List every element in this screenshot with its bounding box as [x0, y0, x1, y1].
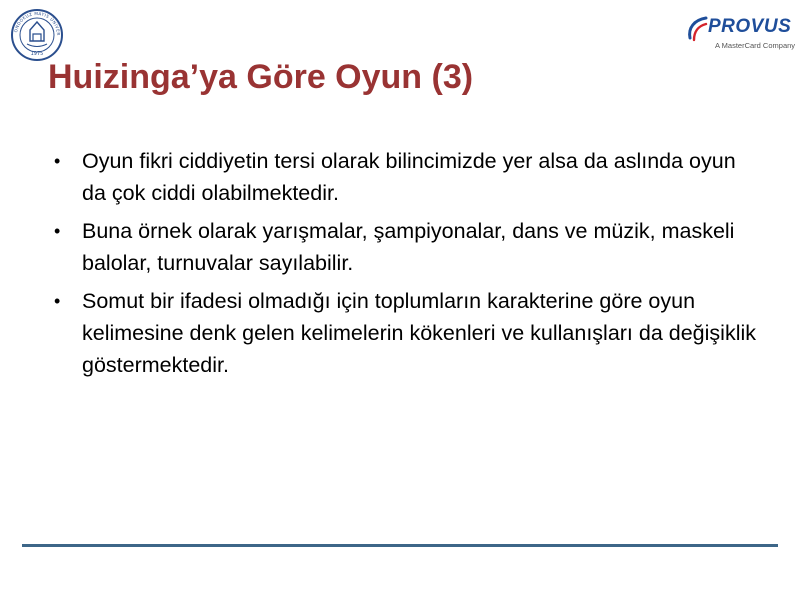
bullet-text: Oyun fikri ciddiyetin tersi olarak bilincimizde yer alsa da aslında oyun da çok ciddi olabilmektedir.: [82, 149, 736, 205]
company-name: PROVUS: [708, 16, 792, 37]
provus-logo-icon: [686, 14, 710, 44]
footer-divider: [22, 544, 778, 547]
company-tagline: A MasterCard Company: [715, 41, 796, 50]
university-logo: [10, 8, 64, 62]
bullet-list: [52, 145, 762, 387]
seal-year: 1975: [30, 51, 44, 57]
bullet-item: [52, 145, 762, 209]
university-seal-icon: [10, 8, 64, 62]
bullet-icon: •: [54, 221, 61, 241]
bullet-icon: •: [54, 291, 61, 311]
bullet-item: [52, 285, 762, 381]
bullet-icon: •: [54, 151, 61, 171]
bullet-text: Somut bir ifadesi olmadığı için toplumların karakterine göre oyun kelimesine denk gelen kelimelerin kökenleri ve kullanışları da değişiklik göstermektedir.: [82, 289, 756, 377]
bullet-text: Buna örnek olarak yarışmalar, şampiyonalar, dans ve müzik, maskeli balolar, turnuvalar sayılabilir.: [82, 219, 735, 275]
bullet-item: [52, 215, 762, 279]
company-logo: [686, 12, 794, 56]
seal-text: ONDOKUZ MAYIS ÜNİVER: [13, 10, 62, 36]
slide-title: Huizinga’ya Göre Oyun (3): [48, 58, 474, 96]
